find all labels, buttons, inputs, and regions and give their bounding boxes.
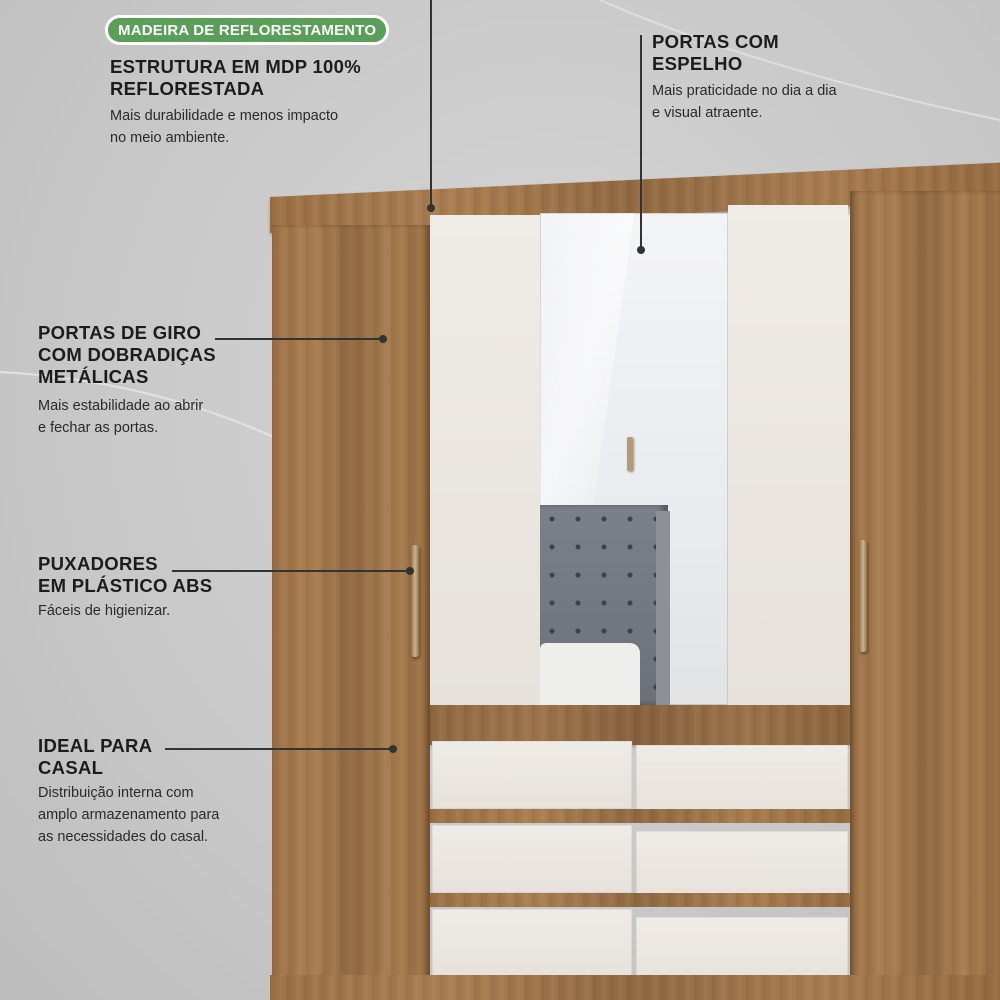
callout-desc-couple: Distribuição interna com amplo armazenamento para as necessidades do casal. [38,785,220,845]
callout-dot-handles [406,567,414,575]
drawer [432,825,632,893]
middle-shelf [430,705,850,745]
callout-line-couple [165,748,393,750]
mirror-door-handle [627,437,633,471]
callout-title-mirror: PORTAS COM ESPELHO [652,31,780,74]
drawer [636,831,848,899]
drawer [432,741,632,809]
wardrobe-image [270,145,1000,1000]
callout-dot-hinges [379,335,387,343]
drawers [430,741,850,1000]
base [270,975,1000,1000]
callout-dot-structure [427,204,435,212]
callout-title-couple: IDEAL PARA CASAL [38,735,153,778]
mirror [540,213,728,705]
callout-desc-handles: Fáceis de higienizar. [38,603,171,619]
drawer [636,745,848,813]
reforestation-badge: MADEIRA DE REFLORESTAMENTO [105,15,389,45]
callout-line-structure [430,0,432,208]
mirror-reflection-pillow [540,643,640,705]
callout-line-hinges [215,338,383,340]
drawer [432,909,632,977]
callout-desc-hinges: Mais estabilidade ao abrir e fechar as portas. [38,398,204,436]
right-door [850,191,1000,1000]
callout-title-structure: ESTRUTURA EM MDP 100% REFLORESTADA [110,56,361,99]
cream-door-right [728,205,848,705]
callout-line-mirror [640,35,642,250]
callout-title-handles: PUXADORES EM PLÁSTICO ABS [38,553,213,596]
right-door-handle [859,540,867,652]
callout-title-hinges: PORTAS DE GIRO COM DOBRADIÇAS METÁLICAS [38,322,216,387]
left-door-handle [411,545,419,657]
callout-desc-structure: Mais durabilidade e menos impacto no meio ambiente. [110,108,339,146]
callout-dot-mirror [637,246,645,254]
left-door [272,225,430,1000]
cream-door-left [430,221,540,706]
callout-dot-couple [389,745,397,753]
callout-desc-mirror: Mais praticidade no dia a dia e visual atraente. [652,83,837,121]
